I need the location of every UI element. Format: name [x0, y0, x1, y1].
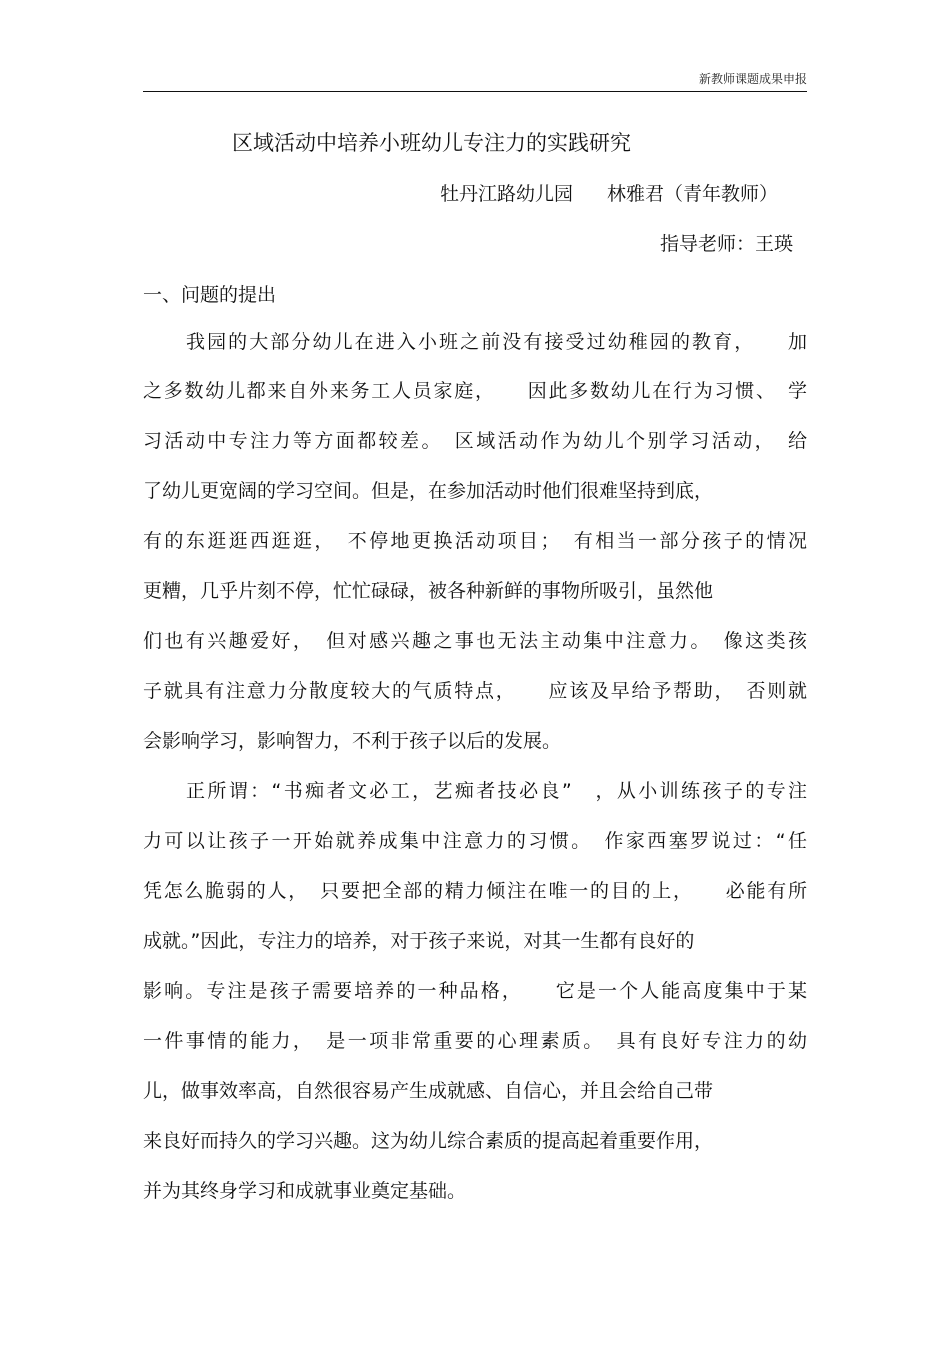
- paragraph-line: 影响。专注是孩子需要培养的一种品格， 它是一个人能高度集中于某: [143, 980, 807, 1002]
- paragraph-line: 有的东逛逛西逛逛， 不停地更换活动项目； 有相当一部分孩子的情况: [143, 530, 807, 552]
- paragraph-line: 来良好而持久的学习兴趣。这为幼儿综合素质的提高起着重要作用，: [143, 1130, 714, 1152]
- paragraph-line: 了幼儿更宽阔的学习空间。但是，在参加活动时他们很难坚持到底，: [143, 480, 714, 502]
- paragraph-line: 之多数幼儿都来自外来务工人员家庭， 因此多数幼儿在行为习惯、 学: [143, 380, 807, 402]
- paragraph-line: 正所谓：“书痴者文必工，艺痴者技必良” ，从小训练孩子的专注: [186, 780, 807, 802]
- paragraph-line: 儿，做事效率高，自然很容易产生成就感、自信心，并且会给自己带: [143, 1080, 714, 1102]
- paragraph-line: 一件事情的能力， 是一项非常重要的心理素质。 具有良好专注力的幼: [143, 1030, 807, 1052]
- paragraph-line: 更糟，几乎片刻不停，忙忙碌碌，被各种新鲜的事物所吸引，虽然他: [143, 580, 714, 602]
- paragraph-line: 们也有兴趣爱好， 但对感兴趣之事也无法主动集中注意力。 像这类孩: [143, 630, 807, 652]
- paragraph-line: 并为其终身学习和成就事业奠定基础。: [143, 1180, 467, 1202]
- header-divider: [143, 91, 807, 92]
- document-title: 区域活动中培养小班幼儿专注力的实践研究: [232, 131, 631, 155]
- author-name: 林雅君（青年教师）: [607, 183, 779, 205]
- paragraph-line: 我园的大部分幼儿在进入小班之前没有接受过幼稚园的教育， 加: [186, 331, 807, 353]
- paragraph-line: 凭怎么脆弱的人， 只要把全部的精力倾注在唯一的目的上， 必能有所: [143, 880, 807, 902]
- paragraph-line: 习活动中专注力等方面都较差。 区域活动作为幼儿个别学习活动， 给: [143, 430, 807, 452]
- paragraph-line: 成就。”因此，专注力的培养，对于孩子来说，对其一生都有良好的: [143, 930, 695, 952]
- advisor-line: 指导老师：王瑛: [659, 233, 793, 255]
- author-line: [440, 179, 778, 206]
- paragraph-line: 会影响学习，影响智力，不利于孩子以后的发展。: [143, 730, 562, 752]
- paragraph-line: 力可以让孩子一开始就养成集中注意力的习惯。 作家西塞罗说过：“任: [143, 830, 807, 852]
- paragraph-line: 子就具有注意力分散度较大的气质特点， 应该及早给予帮助， 否则就: [143, 680, 807, 702]
- author-school: 牡丹江路幼儿园: [440, 183, 574, 205]
- running-header: 新教师课题成果申报: [698, 72, 807, 86]
- section-heading: 一、问题的提出: [143, 284, 277, 306]
